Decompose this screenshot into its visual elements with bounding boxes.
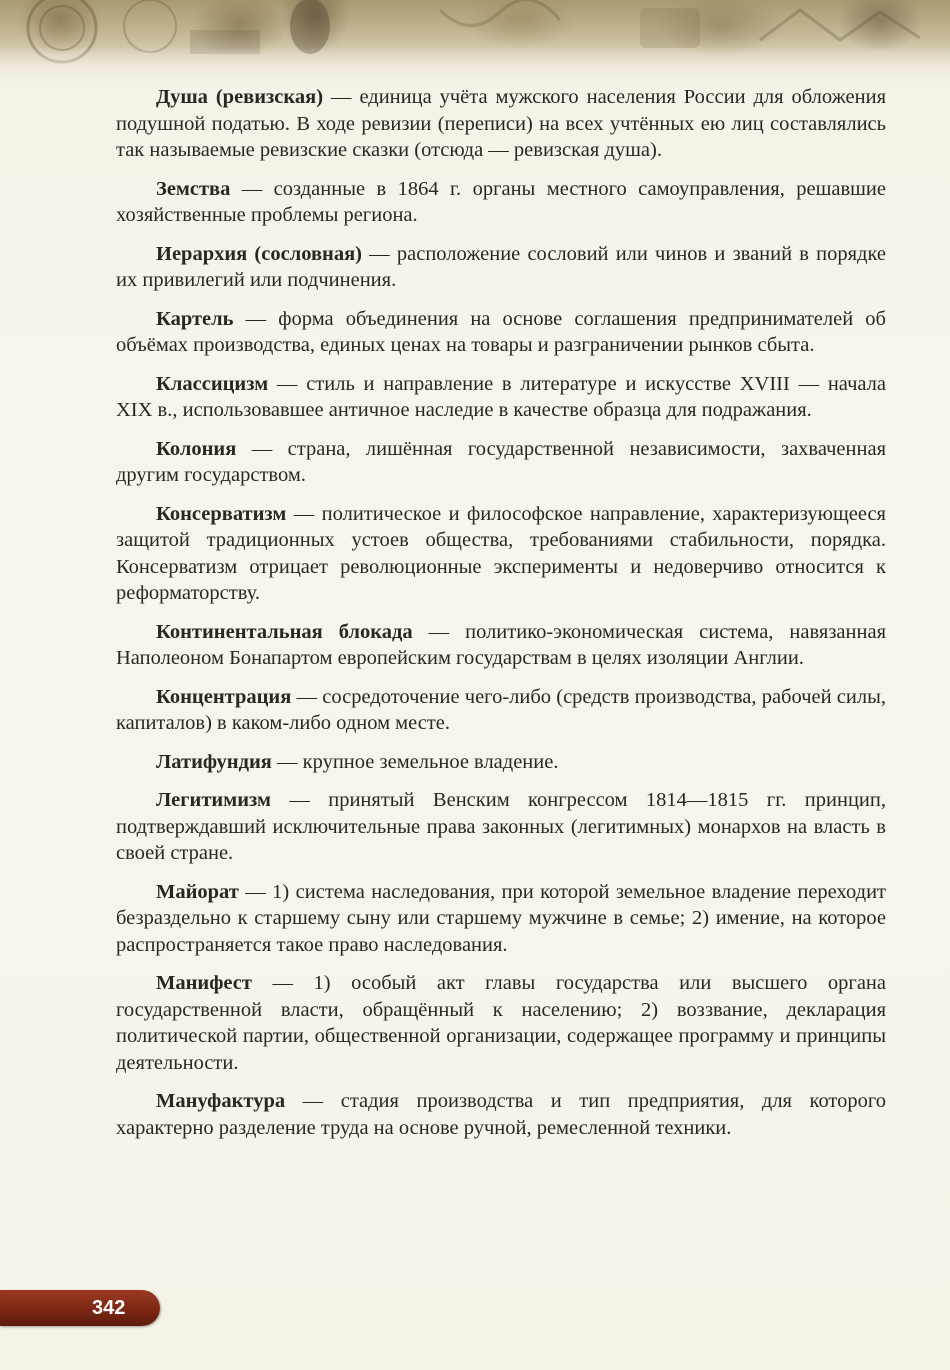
- glossary-term: Континентальная блокада: [156, 620, 413, 643]
- term-dash: —: [233, 307, 279, 330]
- glossary-term: Мануфактура: [156, 1090, 286, 1112]
- glossary-entry: [116, 501, 886, 607]
- glossary-entry: [116, 684, 886, 737]
- glossary-definition: стиль и направление в литературе и искусстве XVIII — начала XIX в., использовавшее античное наследие в качестве образца для подражания.: [116, 372, 886, 421]
- glossary-entry: [116, 371, 886, 424]
- term-dash: —: [286, 502, 322, 525]
- glossary-entry: [116, 241, 886, 294]
- term-dash: —: [251, 972, 314, 994]
- glossary-entry: [116, 879, 886, 959]
- glossary-term: Консерватизм: [156, 502, 287, 525]
- glossary-definition: крупное земельное владение.: [302, 750, 559, 773]
- glossary-term: Манифест: [156, 972, 252, 994]
- glossary-term: Классицизм: [156, 372, 269, 395]
- glossary-definition: расположение сословий или чинов и званий в порядке их привилегий или подчинения.: [116, 242, 887, 291]
- decorative-header-banner: [0, 0, 950, 86]
- term-dash: —: [230, 177, 274, 200]
- glossary-definition: созданные в 1864 г. органы местного самоуправления, решавшие хозяйственные проблемы региона.: [116, 177, 886, 226]
- glossary-definition: страна, лишённая государственной независимости, захваченная другим государством.: [116, 437, 886, 486]
- term-dash: —: [291, 685, 323, 708]
- glossary-term: Иерархия (сословная): [156, 242, 362, 265]
- glossary-definition: стадия производства и тип предприятия, для которого характерно разделение труда на основе ручной, ремесленной техники.: [116, 1090, 887, 1139]
- term-dash: —: [238, 880, 273, 903]
- glossary-term: Легитимизм: [156, 789, 271, 811]
- glossary-term: Колония: [156, 437, 237, 460]
- glossary-term: Земства: [156, 177, 231, 200]
- glossary-definition: форма объединения на основе соглашения предпринимателей об объёмах производства, единых ценах на товары и разграничении рынков сбыта.: [116, 307, 886, 356]
- glossary-entry: [116, 619, 886, 672]
- glossary-entry: [116, 970, 886, 1076]
- glossary-definition: сосредоточение чего-либо (средств производства, рабочей силы, капиталов) в каком-либо одном месте.: [116, 685, 886, 734]
- glossary-entry: [116, 1088, 886, 1141]
- term-dash: —: [270, 789, 329, 811]
- glossary-entry: [116, 749, 886, 776]
- glossary-definition: политико-экономическая система, навязанная Наполеоном Бонапартом европейским государствам в целях изоляции Англии.: [116, 620, 886, 669]
- glossary-definition: 1) особый акт главы государства или высшего органа государственной власти, обращённый к населению; 2) воззвание, декларация политической партии, общественной организации, содержащее программу и принципы деятельности.: [116, 972, 886, 1074]
- glossary-definition: принятый Венским конгрессом 1814—1815 гг. принцип, подтверждавший исключительные права законных (легитимных) монархов на власть в своей стране.: [116, 789, 887, 864]
- term-dash: —: [323, 86, 360, 108]
- glossary-term: Концентрация: [156, 685, 292, 708]
- glossary-term: Душа (ревизская): [156, 86, 324, 108]
- glossary-term: Латифундия: [156, 750, 272, 773]
- term-dash: —: [285, 1090, 341, 1112]
- glossary-entry: [116, 84, 886, 164]
- term-dash: —: [362, 242, 397, 265]
- glossary-term: Майорат: [156, 880, 239, 903]
- glossary-definition: 1) система наследования, при которой земельное владение переходит безраздельно к старшему сыну или старшему мужчине в семье; 2) имение, на которое распространяется такое право наследования.: [116, 880, 886, 956]
- page-number: 342: [92, 1297, 126, 1319]
- banner-ornament-icon: [0, 0, 950, 86]
- glossary-entry: [116, 176, 886, 229]
- term-dash: —: [236, 437, 288, 460]
- glossary-entry: [116, 436, 886, 489]
- glossary-definition: политическое и философское направление, характеризующееся защитой традиционных устоев общества, требованиями стабильности, порядка. Консерватизм отрицает революционные эксперименты и недоверчиво относится к реформаторству.: [116, 502, 886, 604]
- page-number-tab: [0, 1290, 160, 1326]
- glossary-entry: [116, 787, 886, 867]
- term-dash: —: [412, 620, 466, 643]
- term-dash: —: [268, 372, 307, 395]
- glossary-definition: единица учёта мужского населения России для обложения подушной податью. В ходе ревизии (переписи) на всех учтённых ею лиц составлялись так называемые ревизские сказки (отсюда — ревизская душа).: [116, 86, 886, 161]
- term-dash: —: [271, 750, 303, 773]
- glossary-term: Картель: [156, 307, 234, 330]
- glossary-entry: [116, 306, 886, 359]
- glossary-list: [116, 84, 886, 1153]
